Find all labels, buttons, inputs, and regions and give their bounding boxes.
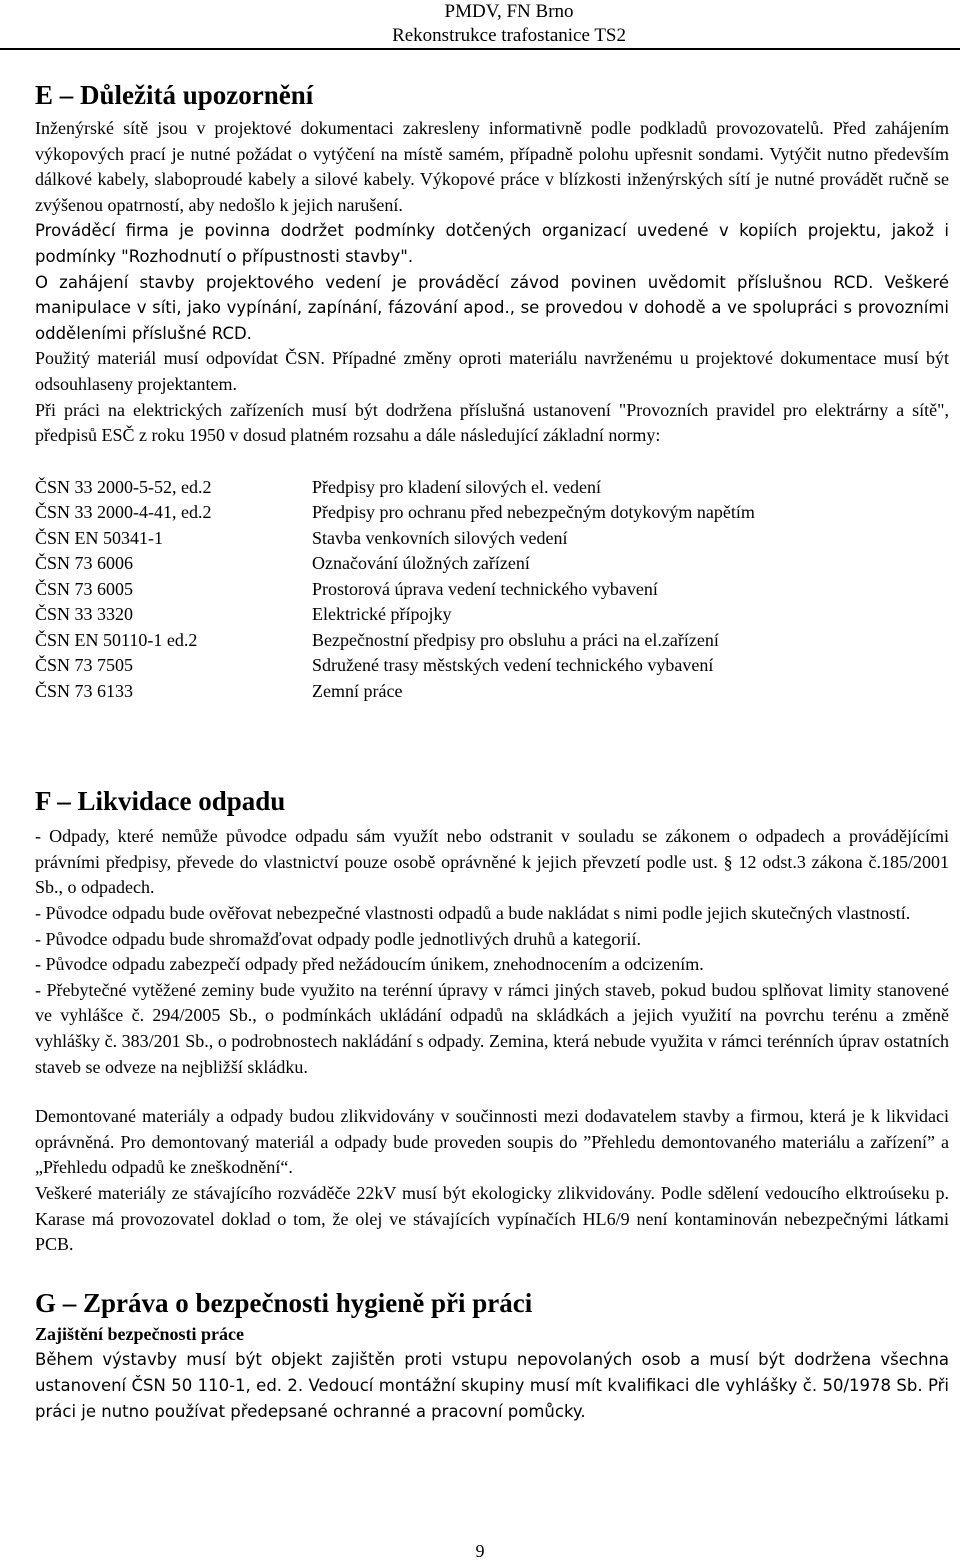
norm-row (35, 653, 949, 679)
spacer (35, 704, 949, 782)
norm-row (35, 577, 949, 603)
norm-row (35, 500, 949, 526)
section-g-title: G – Zpráva o bezpečnosti hygieně při práci (35, 1287, 533, 1318)
section-e-paragraph-4: Použitý materiál musí odpovídat ČSN. Případné změny oproti materiálu navrženému u projektové dokumentace musí být odsouhlaseny projektantem. (35, 348, 949, 394)
norm-row (35, 551, 949, 577)
norm-row (35, 679, 949, 705)
page-header (0, 0, 960, 50)
spacer (35, 1258, 949, 1284)
page-number: 9 (475, 1541, 485, 1561)
section-f-paragraph-7: Veškeré materiály ze stávajícího rozváděče 22kV musí být ekologicky zlikvidovány. Podle sdělení vedoucího elktroúseku p. Karase má provozovatel doklad o tom, že olej ve stávajících vypínačích HL6/9 není kontaminován nebezpečnými látkami PCB. (35, 1182, 949, 1255)
norm-code: ČSN 33 2000-4-41, ed.2 (35, 502, 212, 523)
header-line-1: PMDV, FN Brno (444, 1, 574, 22)
section-g-subtitle: Zajištění bezpečnosti práce (35, 1323, 244, 1344)
section-f-paragraph-5: - Přebytečné vytěžené zeminy bude využito na terénní úpravy v rámci jiných staveb, pokud budou splňovat limity stanovené ve vyhlášce č. 294/2005 Sb., o podmínkách ukládání odpadů na skládkách a jejich využití na povrchu terénu a změně vyhlášky č. 383/201 Sb., o podrobnostech nakládání s odpady. Zemina, která nebude využita v rámci terénních úprav ostatních staveb se odveze na nejbližší skládku. (35, 979, 949, 1077)
norm-desc: Zemní práce (312, 680, 403, 701)
section-e-paragraph-1: Inženýrské sítě jsou v projektové dokumentaci zakresleny informativně podle podkladů provozovatelů. Před zahájením výkopových prací je nutné požádat o vytýčení na místě samém, případně polohu upřesnit sondami. Vytýčit nutno především dálkové kabely, slaboproudé kabely a silové kabely. Výkopové práce v blízkosti inženýrských sítí je nutné provádět ručně se zvýšenou opatrností, aby nedošlo k jejich narušení. (35, 118, 949, 215)
section-f-paragraph-2: - Původce odpadu bude ověřovat nebezpečné vlastnosti odpadů a bude nakládat s nimi podle jejich skutečných vlastností. (35, 903, 911, 923)
section-f-title: F – Likvidace odpadu (35, 786, 286, 817)
norm-code: ČSN 73 7505 (35, 655, 134, 676)
section-g-paragraph: Během výstavby musí být objekt zajištěn proti vstupu nepovolaných osob a musí být dodržena všechna ustanovení ČSN 50 110-1, ed. 2. Vedoucí montážní skupiny musí mít kvalifikaci dle vyhlášky č. 50/1978 Sb. Při práci je nutno používat předepsané ochranné a pracovní pomůcky. (35, 1350, 949, 1421)
norm-code: ČSN 73 6006 (35, 553, 134, 574)
norm-code: ČSN 73 6133 (35, 680, 134, 701)
norm-desc: Bezpečnostní předpisy pro obsluhu a práci na el.zařízení (312, 629, 719, 650)
norm-code: ČSN 33 3320 (35, 604, 134, 625)
norm-code: ČSN 73 6005 (35, 578, 134, 599)
header-rule (0, 48, 960, 50)
norm-desc: Předpisy pro ochranu před nebezpečným dotykovým napětím (312, 502, 755, 523)
norm-row (35, 602, 949, 628)
header-line-2: Rekonstrukce trafostanice TS2 (392, 25, 626, 46)
document-body (35, 76, 949, 1424)
norm-code: ČSN EN 50110-1 ed.2 (35, 629, 198, 650)
norm-code: ČSN 33 2000-5-52, ed.2 (35, 476, 212, 497)
norm-desc: Označování úložných zařízení (312, 553, 530, 574)
norm-row (35, 628, 949, 654)
section-f-paragraph-6: Demontované materiály a odpady budou zlikvidovány v součinnosti mezi dodavatelem stavby a firmou, která je k likvidaci oprávněná. Pro demontovaný materiál a odpady bude proveden soupis do ”Přehledu demontovaného materiálu a zařízení” a „Přehledu odpadů ke zneškodnění“. (35, 1106, 949, 1178)
norms-list (35, 475, 949, 705)
norm-row (35, 526, 949, 552)
norm-code: ČSN EN 50341-1 (35, 527, 164, 548)
section-f-paragraph-1: - Odpady, které nemůže původce odpadu sám využít nebo odstranit v souladu se zákonem o odpadech a prováděјícími právními předpisy, převede do vlastnictví pouze osobě oprávněné k jejich převzetí podle ust. § 12 odst.3 zákona č.185/2001 Sb., o odpadech. (35, 826, 949, 898)
section-e-paragraph-3: O zahájení stavby projektového vedení je prováděcí závod povinen uvědomit příslušnou RCD. Veškeré manipulace v síti, jako vypínání, zapínání, fázování apod., se provedou v dohodě a ve spolupráci s provozními odděleními příslušné RCD. (35, 272, 949, 343)
norm-desc: Prostorová úprava vedení technického vybavení (312, 578, 658, 599)
norm-desc: Předpisy pro kladení silových el. vedení (312, 476, 601, 497)
norm-desc: Elektrické přípojky (312, 604, 452, 625)
norm-desc: Stavba venkovních silových vedení (312, 527, 568, 548)
section-e-paragraph-2: Prováděcí firma je povinna dodržet podmínky dotčených organizací uvedené v kopiích projektu, jakož i podmínky "Rozhodnutí o přípustnosti stavby". (35, 221, 949, 266)
section-e-paragraph-5: Při práci na elektrických zařízeních musí být dodržena příslušná ustanovení "Provozních pravidel pro elektrárny a sítě", předpisů ESČ z roku 1950 v dosud platném rozsahu a dále následující základní normy: (35, 399, 949, 446)
norm-desc: Sdružené trasy městských vedení technického vybavení (312, 655, 714, 676)
section-e-title: E – Důležitá upozornění (35, 80, 314, 110)
spacer (35, 1080, 949, 1104)
header-text (392, 0, 626, 48)
norm-row (35, 475, 949, 501)
section-f-paragraph-4: - Původce odpadu zabezpečí odpady před nežádoucím únikem, znehodnocením a odcizením. (35, 954, 704, 975)
section-f-paragraph-3: - Původce odpadu bude shromažďovat odpady podle jednotlivých druhů a kategorií. (35, 928, 641, 949)
